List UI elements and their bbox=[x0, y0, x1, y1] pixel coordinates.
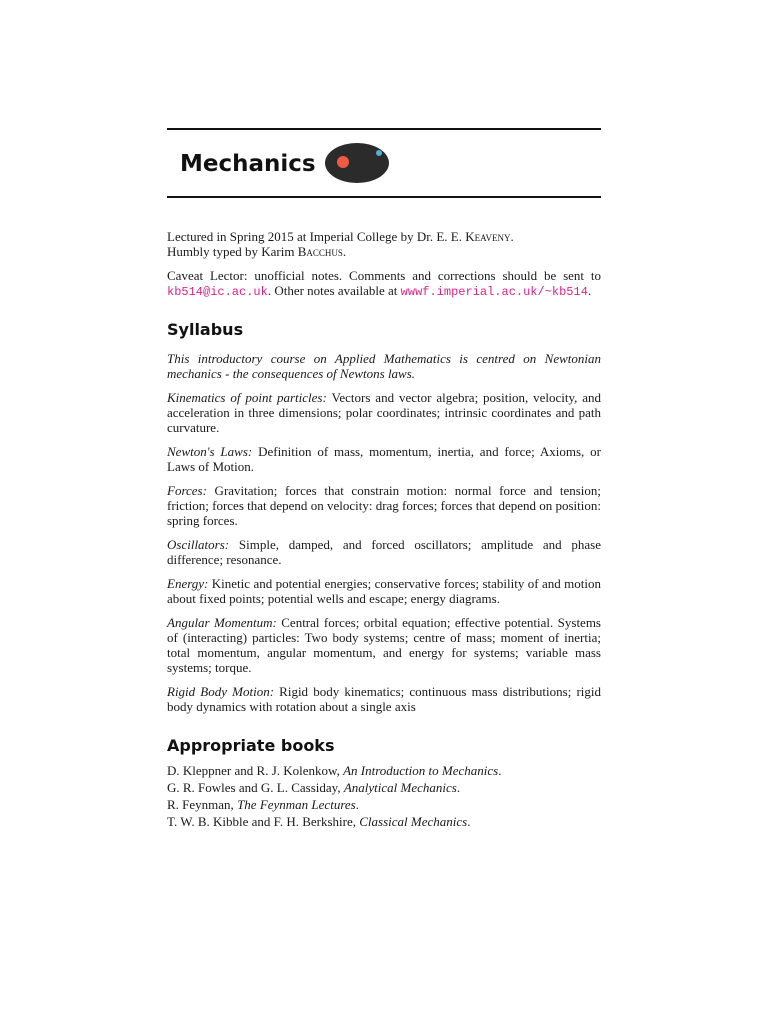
book-end: . bbox=[498, 763, 502, 778]
punct: . bbox=[510, 229, 514, 244]
book-title: Classical Mechanics bbox=[359, 814, 468, 829]
syllabus-item bbox=[167, 576, 601, 606]
punct: . bbox=[587, 283, 592, 298]
book-authors: R. Feynman, bbox=[167, 797, 238, 812]
typist-info: Humbly typed by Karim bbox=[167, 244, 298, 259]
syllabus-item bbox=[167, 615, 601, 675]
intro-credits bbox=[167, 229, 601, 259]
books-list bbox=[167, 762, 601, 830]
syllabus-item-text: Definition of mass, momentum, inertia, and force; Axioms, or Laws of Motion. bbox=[167, 444, 601, 474]
syllabus-heading: Syllabus bbox=[167, 320, 244, 339]
syllabus-item bbox=[167, 444, 601, 474]
book-title: An Introduction to Mechanics bbox=[343, 763, 499, 778]
syllabus-item-head: Energy: bbox=[167, 576, 209, 591]
book-item bbox=[167, 762, 601, 779]
syllabus-item-text: Vectors and vector algebra; position, velocity, and acceleration in three dimensions; polar coordinates; intrinsic coordinates and path curvature. bbox=[167, 390, 602, 435]
syllabus-item bbox=[167, 537, 601, 567]
syllabus-item-text: Simple, damped, and forced oscillators; amplitude and phase difference; resonance. bbox=[167, 537, 601, 567]
notes-url-link[interactable]: wwwf.imperial.ac.uk/~kb514 bbox=[400, 285, 588, 299]
typist-name: Bacchus bbox=[297, 244, 343, 259]
page-title: Mechanics bbox=[180, 151, 316, 177]
syllabus-item-head: Angular Momentum: bbox=[167, 615, 277, 630]
document-body bbox=[167, 229, 601, 830]
email-link[interactable]: kb514@ic.ac.uk bbox=[167, 285, 268, 299]
syllabus-item-text: Central forces; orbital equation; effective potential. Systems of (interacting) particles: Two body systems; centre of mass; moment of inertia; total momentum, angular momentum, and energy for systems; variable mass systems; torque. bbox=[167, 615, 601, 675]
syllabus-item-head: Newton's Laws: bbox=[167, 444, 253, 459]
syllabus-lead: This introductory course on Applied Mathematics is centred on Newtonian mechanics - the consequences of Newtons laws. bbox=[167, 351, 601, 381]
syllabus-item bbox=[167, 684, 601, 714]
bottom-rule bbox=[167, 196, 601, 198]
book-item bbox=[167, 796, 601, 813]
book-authors: T. W. B. Kibble and F. H. Berkshire, bbox=[167, 814, 360, 829]
caveat-text-mid: . Other notes available at bbox=[267, 283, 401, 298]
title-row bbox=[180, 140, 316, 188]
book-end: . bbox=[355, 797, 359, 812]
syllabus-item-text: Gravitation; forces that constrain motion: normal force and tension; friction; forces that depend on velocity: drag forces; forces that depend on position: spring forces. bbox=[167, 483, 601, 528]
syllabus-item bbox=[167, 483, 601, 528]
book-authors: D. Kleppner and R. J. Kolenkow, bbox=[167, 763, 344, 778]
syllabus-item-head: Kinematics of point particles: bbox=[167, 390, 327, 405]
mechanics-logo-icon bbox=[324, 142, 390, 184]
lecturer-name: Keaveny bbox=[465, 229, 511, 244]
books-heading: Appropriate books bbox=[167, 736, 335, 755]
syllabus-item-text: Rigid body kinematics; continuous mass distributions; rigid body dynamics with rotation about a single axis bbox=[167, 684, 602, 714]
punct: . bbox=[342, 244, 347, 259]
book-item bbox=[167, 779, 601, 796]
book-end: . bbox=[467, 814, 471, 829]
syllabus-list bbox=[167, 390, 601, 714]
lecture-info: Lectured in Spring 2015 at Imperial College by Dr. E. E. bbox=[167, 229, 466, 244]
book-authors: G. R. Fowles and G. L. Cassiday, bbox=[167, 780, 344, 795]
syllabus-item-text: Kinetic and potential energies; conservative forces; stability of and motion about fixed points; potential wells and escape; energy diagrams. bbox=[167, 576, 601, 606]
caveat-text: Caveat Lector: unofficial notes. Comments and corrections should be sent to bbox=[167, 268, 601, 283]
book-title: Analytical Mechanics bbox=[343, 780, 457, 795]
book-title: The Feynman Lectures bbox=[237, 797, 356, 812]
syllabus-item-head: Forces: bbox=[167, 483, 207, 498]
syllabus-item-head: Oscillators: bbox=[167, 537, 230, 552]
top-rule bbox=[167, 128, 601, 130]
book-end: . bbox=[456, 780, 461, 795]
book-item bbox=[167, 813, 601, 830]
caveat-paragraph bbox=[167, 268, 601, 300]
syllabus-item-head: Rigid Body Motion: bbox=[167, 684, 275, 699]
syllabus-item bbox=[167, 390, 601, 435]
